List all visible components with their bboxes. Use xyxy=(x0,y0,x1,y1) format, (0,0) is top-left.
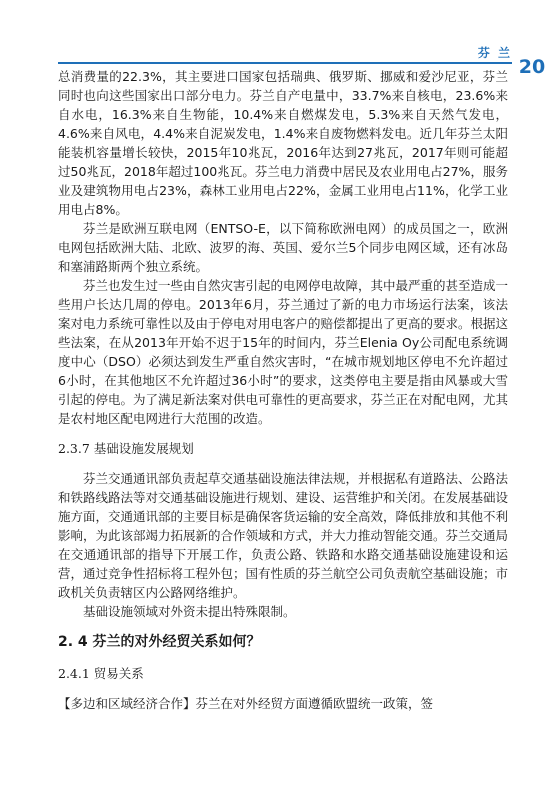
subsection-heading-2-3-7: 2.3.7 基础设施发展规划 xyxy=(58,441,194,456)
header-rule xyxy=(58,62,512,64)
section-heading-2-4: 2. 4 芬兰的对外经贸关系如何？ xyxy=(58,634,261,650)
paragraph-foreign-investment: 基础设施领域对外资未提出特殊限制。 xyxy=(83,604,296,619)
subsection-heading-2-4-1: 2.4.1 贸易关系 xyxy=(58,666,144,681)
paragraph-electricity-consumption: 总消费量的22.3%，其主要进口国家包括瑞典、俄罗斯、挪威和爱沙尼亚，芬兰同时也向这些国家出口部分电力。芬兰自产电量中，33.7%来自核电，23.6%来自水电，16.3%来自生物能，10.4%来自燃煤发电，5.3%来自天然气发电，4.6%来自风电，4.4%来自泥炭发电，1.4%来自废物燃料发电。近几年芬兰太阳能装机容量增长较快，2015年10兆瓦，2016年达到27兆瓦，2017年则可能超过50兆瓦，2018年超过100兆瓦。芬兰电力消费中居民及农业用电占27%，服务业及建筑物用电占23%，森林工业用电占22%，金属工业用电占11%，化学工业用电占8%。 xyxy=(58,69,508,217)
body-text xyxy=(58,67,508,713)
running-title: 芬 兰 xyxy=(477,46,512,60)
page-header xyxy=(0,0,559,78)
paragraph-outages: 芬兰也发生过一些由自然灾害引起的电网停电故障，其中最严重的甚至造成一些用户长达几周的停电。2013年6月，芬兰通过了新的电力市场运行法案，该法案对电力系统可靠性以及由于停电对用电客户的赔偿都提出了更高的要求。根据这些法案，在从2013年开始不迟于15年的时间内，芬兰Elenia Oy公司配电系统调度中心（DSO）必须达到发生严重自然灾害时，“在城市规划地区停电不允许超过6小时，在其他地区不允许超过36小时”的要求，这类停电主要是指由风暴或大雪引起的停电。为了满足新法案对供电可靠性的更高要求，芬兰正在对配电网，尤其是农村地区配电网进行大范围的改造。 xyxy=(58,278,509,426)
paragraph-infrastructure: 芬兰交通通讯部负责起草交通基础设施法律法规，并根据私有道路法、公路法和铁路线路法等对交通基础设施进行规划、建设、运营维护和关闭。在发展基础设施方面，交通通讯部的主要目标是确保客货运输的安全高效，降低排放和其他不利影响，为此该部竭力拓展新的合作领域和方式，并大力推动智能交通。芬兰交通局在交通通讯部的指导下开展工作，负责公路、铁路和水路交通基础设施建设和运营，通过竞争性招标将工程外包；国有性质的芬兰航空公司负责航空基础设施；市政机关负责辖区内公路网络维护。 xyxy=(58,471,509,600)
page-number: 20 xyxy=(518,56,546,78)
paragraph-multilateral-cooperation: 【多边和区域经济合作】芬兰在对外经贸方面遵循欧盟统一政策，签 xyxy=(58,696,434,711)
paragraph-entso-e: 芬兰是欧洲互联电网（ENTSO-E，以下简称欧洲电网）的成员国之一，欧洲电网包括欧洲大陆、北欧、波罗的海、英国、爱尔兰5个同步电网区域，还有冰岛和塞浦路斯两个独立系统。 xyxy=(58,221,508,274)
